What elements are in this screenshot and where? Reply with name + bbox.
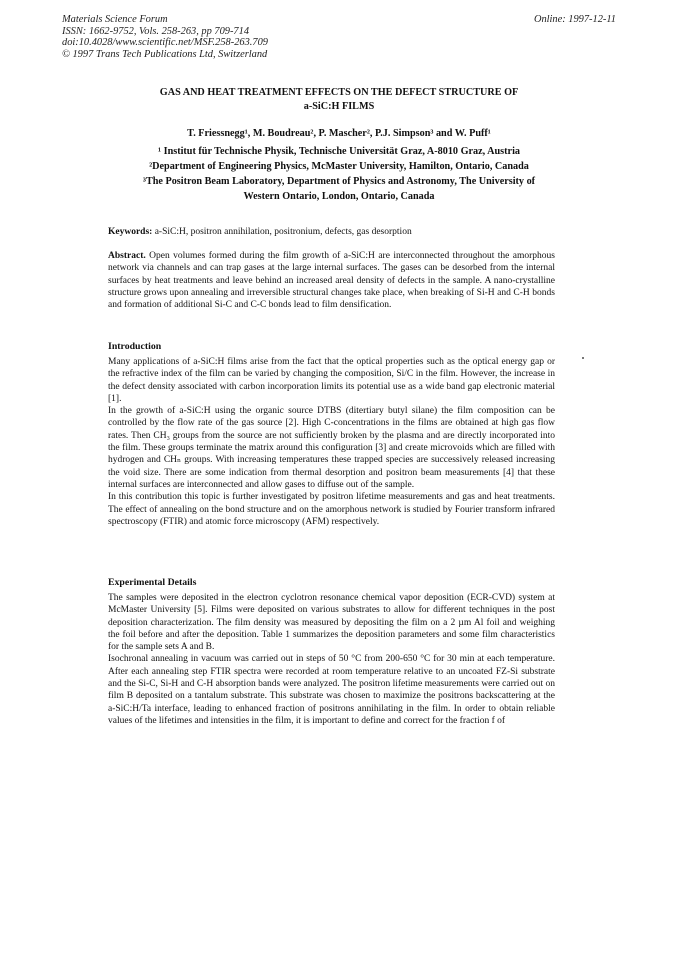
issn-line: ISSN: 1662-9752, Vols. 258-263, pp 709-714 xyxy=(62,25,250,37)
intro-paragraph: In this contribution this topic is further investigated by positron lifetime measurements and gas and heat treatments. The effect of annealing on the bond structure and on the amorphous network is studied by Fourier transform infrared spectroscopy (FTIR) and atomic force microscopy (AFM) respectively. xyxy=(108,492,555,527)
keywords-text: a-SiC:H, positron annihilation, positronium, defects, gas desorption xyxy=(154,227,412,237)
journal-meta xyxy=(62,14,268,60)
abstract xyxy=(108,250,555,311)
keywords xyxy=(108,226,555,238)
affiliation-3b: Western Ontario, London, Ontario, Canada xyxy=(243,191,435,202)
author-names: T. Friessnegg¹, M. Boudreau², P. Mascher², P.J. Simpson³ and W. Puff¹ xyxy=(187,128,491,139)
affiliation-3a: ³The Positron Beam Laboratory, Department of Physics and Astronomy, The University of xyxy=(142,176,536,187)
experimental-body xyxy=(108,592,555,727)
abstract-text: Open volumes formed during the film growth of a-SiC:H are interconnected throughout the amorphous network via channels and can trap gases at the large internal surfaces. The gases can be desorbed from the internal surfaces by heat treatments and leave behind an increased areal density of defects in the sample. A nano-crystalline structure grows upon annealing and irreversible structural changes take place, when breaking of Si-H and C-H bonds and formation of additional Si-C and C-C bonds lead to film densification. xyxy=(108,251,556,311)
paper-title xyxy=(100,86,578,114)
online-date: Online: 1997-12-11 xyxy=(533,14,616,25)
scan-speck xyxy=(582,357,584,359)
experimental-paragraph: The samples were deposited in the electron cyclotron resonance chemical vapor deposition (ECR-CVD) system at McMaster University [5]. Films were deposited on various substrates to allow for different techniques in the post deposition characterization. The film density was measured by depositing the film on a 2 µm Al foil and weighing the foil before and after the deposition. Table 1 summarizes the deposition parameters and some film characteristics for the sample sets A and B. xyxy=(108,593,555,653)
title-line-2: a-SiC:H FILMS xyxy=(303,101,375,112)
keywords-label: Keywords: xyxy=(108,227,153,237)
experimental-paragraph: Isochronal annealing in vacuum was carried out in steps of 50 °C from 200-650 °C for 30 min at each temperature. After each annealing step FTIR spectra were recorded at room temperature relative to an uncoated FZ-Si substrate and the Si-C, Si-H and C-H absorption bands were analyzed. The positron lifetime measurements were carried out on film B deposited on a tantalum substrate. This substrate was chosen to maximize the positrons backscattering at the a-SiC:H/Ta interface, leading to enhanced fraction of positrons annihilating in the film. In order to obtain reliable values of the lifetimes and intensities in the film, it is important to define and correct for the fraction f of xyxy=(108,654,555,726)
introduction-heading: Introduction xyxy=(108,341,162,352)
intro-paragraph: In the growth of a-SiC:H using the organic source DTBS (ditertiary butyl silane) the film composition can be controlled by the flow rate of the gas source [2]. High C-concentrations in the films are obtained at high gas flow rates. Then CH₃ groups from the source are not sufficiently broken by the plasma and are directly incorporated into the film. These groups terminate the matrix around this configuration [3] and create microvoids which are filled with hydrogen and CHₙ groups. With increasing temperatures these trapped species are successively released increasing the void size. There are some indication from thermal desorption and positron beam measurements [4] that these internal surfaces are interconnected and allow gases to diffuse out of the sample. xyxy=(108,406,555,490)
doi-line: doi:10.4028/www.scientific.net/MSF.258-263.709 xyxy=(62,37,268,49)
affiliation-1: ¹ Institut für Technische Physik, Technische Universität Graz, A-8010 Graz, Austria xyxy=(158,146,520,157)
introduction-body xyxy=(108,356,555,528)
journal-name: Materials Science Forum xyxy=(62,14,168,25)
experimental-heading: Experimental Details xyxy=(108,577,197,588)
copyright-line: © 1997 Trans Tech Publications Ltd, Switzerland xyxy=(62,48,268,60)
abstract-label: Abstract. xyxy=(108,251,146,261)
intro-paragraph: Many applications of a-SiC:H films arise from the fact that the optical properties such as the optical energy gap or the refractive index of the film can be varied by changing the composition, Si/C in the film. However, the increase in the defect density associated with carbon incorporation limits its potential use as a wide band gap electronic material [1]. xyxy=(108,357,555,404)
title-line-1: GAS AND HEAT TREATMENT EFFECTS ON THE DEFECT STRUCTURE OF xyxy=(159,87,519,98)
affiliation-2: ²Department of Engineering Physics, McMaster University, Hamilton, Ontario, Canada xyxy=(149,161,529,172)
author-block xyxy=(100,126,578,204)
